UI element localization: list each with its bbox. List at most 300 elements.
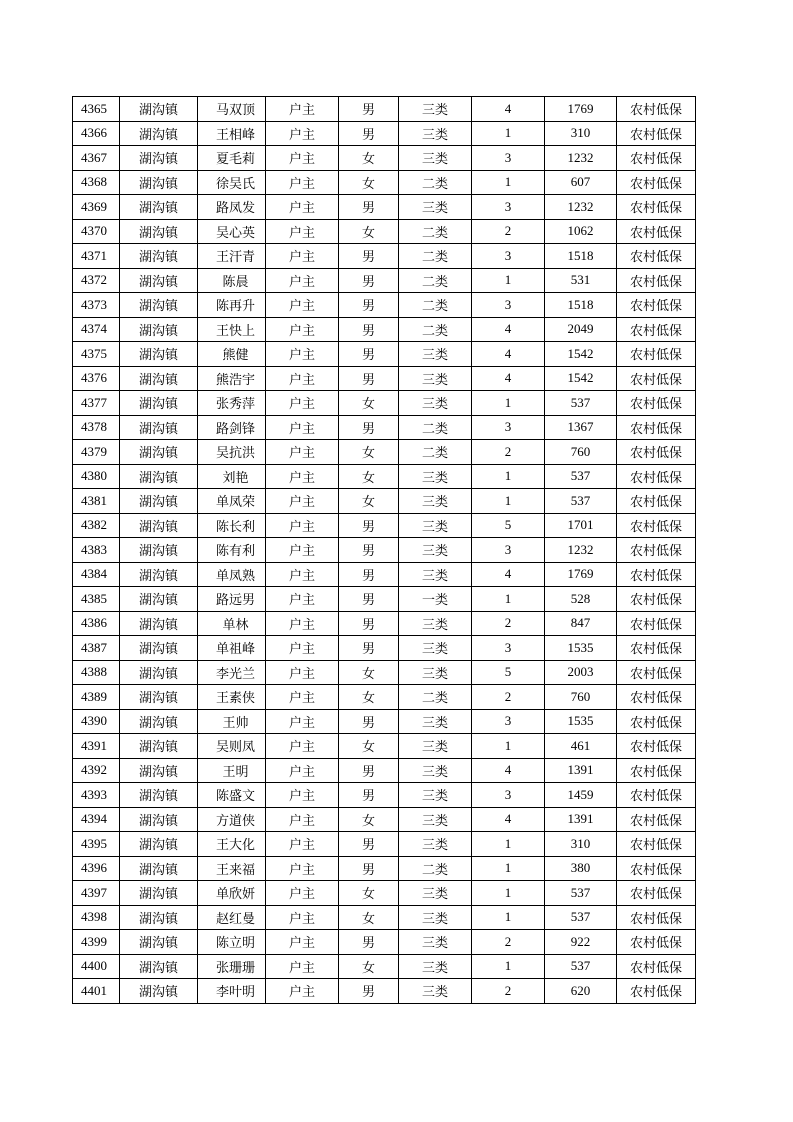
town-cell: 湖沟镇 bbox=[120, 807, 198, 832]
relation-cell: 户主 bbox=[266, 219, 339, 244]
assistance-type-cell: 农村低保 bbox=[617, 219, 696, 244]
gender-cell: 女 bbox=[339, 219, 399, 244]
amount-cell: 1701 bbox=[545, 513, 617, 538]
table-row bbox=[73, 317, 696, 342]
category-cell: 三类 bbox=[399, 121, 472, 146]
gender-cell: 男 bbox=[339, 538, 399, 563]
name-cell: 夏毛莉 bbox=[198, 146, 266, 171]
relation-cell: 户主 bbox=[266, 268, 339, 293]
category-cell: 三类 bbox=[399, 195, 472, 220]
amount-cell: 1367 bbox=[545, 415, 617, 440]
gender-cell: 男 bbox=[339, 636, 399, 661]
relation-cell: 户主 bbox=[266, 930, 339, 955]
household-size-cell: 3 bbox=[472, 709, 545, 734]
name-cell: 熊健 bbox=[198, 342, 266, 367]
amount-cell: 380 bbox=[545, 856, 617, 881]
table-row bbox=[73, 685, 696, 710]
record-number-cell: 4386 bbox=[73, 611, 120, 636]
gender-cell: 男 bbox=[339, 366, 399, 391]
category-cell: 三类 bbox=[399, 464, 472, 489]
relation-cell: 户主 bbox=[266, 881, 339, 906]
assistance-type-cell: 农村低保 bbox=[617, 244, 696, 269]
record-number-cell: 4365 bbox=[73, 97, 120, 122]
amount-cell: 1769 bbox=[545, 97, 617, 122]
gender-cell: 男 bbox=[339, 415, 399, 440]
household-size-cell: 3 bbox=[472, 415, 545, 440]
name-cell: 单凤荣 bbox=[198, 489, 266, 514]
assistance-type-cell: 农村低保 bbox=[617, 930, 696, 955]
town-cell: 湖沟镇 bbox=[120, 146, 198, 171]
relation-cell: 户主 bbox=[266, 317, 339, 342]
amount-cell: 760 bbox=[545, 685, 617, 710]
household-size-cell: 5 bbox=[472, 660, 545, 685]
assistance-type-cell: 农村低保 bbox=[617, 881, 696, 906]
relation-cell: 户主 bbox=[266, 195, 339, 220]
table-row bbox=[73, 391, 696, 416]
name-cell: 张秀萍 bbox=[198, 391, 266, 416]
assistance-type-cell: 农村低保 bbox=[617, 195, 696, 220]
table-row bbox=[73, 856, 696, 881]
name-cell: 单祖峰 bbox=[198, 636, 266, 661]
category-cell: 二类 bbox=[399, 856, 472, 881]
relation-cell: 户主 bbox=[266, 170, 339, 195]
amount-cell: 1391 bbox=[545, 758, 617, 783]
assistance-type-cell: 农村低保 bbox=[617, 342, 696, 367]
assistance-type-cell: 农村低保 bbox=[617, 562, 696, 587]
assistance-type-cell: 农村低保 bbox=[617, 807, 696, 832]
relation-cell: 户主 bbox=[266, 391, 339, 416]
town-cell: 湖沟镇 bbox=[120, 636, 198, 661]
amount-cell: 1535 bbox=[545, 636, 617, 661]
table-row bbox=[73, 660, 696, 685]
relation-cell: 户主 bbox=[266, 856, 339, 881]
record-number-cell: 4392 bbox=[73, 758, 120, 783]
relation-cell: 户主 bbox=[266, 121, 339, 146]
record-number-cell: 4370 bbox=[73, 219, 120, 244]
assistance-type-cell: 农村低保 bbox=[617, 464, 696, 489]
name-cell: 吴抗洪 bbox=[198, 440, 266, 465]
household-size-cell: 4 bbox=[472, 97, 545, 122]
household-size-cell: 2 bbox=[472, 219, 545, 244]
category-cell: 三类 bbox=[399, 562, 472, 587]
category-cell: 三类 bbox=[399, 366, 472, 391]
household-size-cell: 1 bbox=[472, 881, 545, 906]
relation-cell: 户主 bbox=[266, 342, 339, 367]
table-row bbox=[73, 783, 696, 808]
table-row bbox=[73, 636, 696, 661]
household-size-cell: 3 bbox=[472, 293, 545, 318]
gender-cell: 男 bbox=[339, 293, 399, 318]
amount-cell: 2049 bbox=[545, 317, 617, 342]
table-row bbox=[73, 97, 696, 122]
assistance-type-cell: 农村低保 bbox=[617, 832, 696, 857]
record-number-cell: 4400 bbox=[73, 954, 120, 979]
town-cell: 湖沟镇 bbox=[120, 440, 198, 465]
table-row bbox=[73, 611, 696, 636]
gender-cell: 女 bbox=[339, 489, 399, 514]
amount-cell: 461 bbox=[545, 734, 617, 759]
amount-cell: 531 bbox=[545, 268, 617, 293]
household-size-cell: 1 bbox=[472, 905, 545, 930]
name-cell: 王快上 bbox=[198, 317, 266, 342]
town-cell: 湖沟镇 bbox=[120, 832, 198, 857]
record-number-cell: 4380 bbox=[73, 464, 120, 489]
town-cell: 湖沟镇 bbox=[120, 758, 198, 783]
table-row bbox=[73, 219, 696, 244]
category-cell: 三类 bbox=[399, 636, 472, 661]
record-number-cell: 4383 bbox=[73, 538, 120, 563]
record-number-cell: 4395 bbox=[73, 832, 120, 857]
name-cell: 李叶明 bbox=[198, 979, 266, 1004]
assistance-type-cell: 农村低保 bbox=[617, 391, 696, 416]
assistance-type-cell: 农村低保 bbox=[617, 97, 696, 122]
gender-cell: 男 bbox=[339, 832, 399, 857]
name-cell: 陈再升 bbox=[198, 293, 266, 318]
gender-cell: 男 bbox=[339, 97, 399, 122]
amount-cell: 922 bbox=[545, 930, 617, 955]
amount-cell: 1232 bbox=[545, 538, 617, 563]
record-number-cell: 4390 bbox=[73, 709, 120, 734]
record-number-cell: 4379 bbox=[73, 440, 120, 465]
category-cell: 二类 bbox=[399, 244, 472, 269]
relation-cell: 户主 bbox=[266, 97, 339, 122]
record-number-cell: 4385 bbox=[73, 587, 120, 612]
name-cell: 单欣妍 bbox=[198, 881, 266, 906]
household-size-cell: 1 bbox=[472, 734, 545, 759]
gender-cell: 女 bbox=[339, 685, 399, 710]
name-cell: 王相峰 bbox=[198, 121, 266, 146]
category-cell: 二类 bbox=[399, 415, 472, 440]
household-size-cell: 3 bbox=[472, 538, 545, 563]
record-number-cell: 4398 bbox=[73, 905, 120, 930]
gender-cell: 女 bbox=[339, 391, 399, 416]
amount-cell: 310 bbox=[545, 121, 617, 146]
table-row bbox=[73, 121, 696, 146]
amount-cell: 1542 bbox=[545, 366, 617, 391]
relation-cell: 户主 bbox=[266, 464, 339, 489]
town-cell: 湖沟镇 bbox=[120, 685, 198, 710]
household-size-cell: 3 bbox=[472, 146, 545, 171]
record-number-cell: 4375 bbox=[73, 342, 120, 367]
table-row bbox=[73, 489, 696, 514]
assistance-type-cell: 农村低保 bbox=[617, 783, 696, 808]
table-body bbox=[73, 97, 696, 1004]
name-cell: 王来福 bbox=[198, 856, 266, 881]
relation-cell: 户主 bbox=[266, 636, 339, 661]
relation-cell: 户主 bbox=[266, 783, 339, 808]
record-number-cell: 4366 bbox=[73, 121, 120, 146]
name-cell: 路剑锋 bbox=[198, 415, 266, 440]
record-number-cell: 4382 bbox=[73, 513, 120, 538]
gender-cell: 女 bbox=[339, 660, 399, 685]
table-row bbox=[73, 464, 696, 489]
gender-cell: 女 bbox=[339, 146, 399, 171]
amount-cell: 2003 bbox=[545, 660, 617, 685]
relation-cell: 户主 bbox=[266, 489, 339, 514]
record-number-cell: 4394 bbox=[73, 807, 120, 832]
gender-cell: 男 bbox=[339, 244, 399, 269]
name-cell: 路凤发 bbox=[198, 195, 266, 220]
table-row bbox=[73, 146, 696, 171]
relation-cell: 户主 bbox=[266, 562, 339, 587]
assistance-type-cell: 农村低保 bbox=[617, 366, 696, 391]
table-row bbox=[73, 562, 696, 587]
category-cell: 三类 bbox=[399, 611, 472, 636]
amount-cell: 1459 bbox=[545, 783, 617, 808]
town-cell: 湖沟镇 bbox=[120, 905, 198, 930]
category-cell: 三类 bbox=[399, 342, 472, 367]
record-number-cell: 4389 bbox=[73, 685, 120, 710]
name-cell: 吴心英 bbox=[198, 219, 266, 244]
name-cell: 吴则凤 bbox=[198, 734, 266, 759]
gender-cell: 女 bbox=[339, 807, 399, 832]
name-cell: 王帅 bbox=[198, 709, 266, 734]
name-cell: 陈有利 bbox=[198, 538, 266, 563]
assistance-type-cell: 农村低保 bbox=[617, 170, 696, 195]
town-cell: 湖沟镇 bbox=[120, 587, 198, 612]
amount-cell: 1542 bbox=[545, 342, 617, 367]
table-row bbox=[73, 244, 696, 269]
town-cell: 湖沟镇 bbox=[120, 342, 198, 367]
assistance-type-cell: 农村低保 bbox=[617, 513, 696, 538]
assistance-type-cell: 农村低保 bbox=[617, 611, 696, 636]
household-size-cell: 2 bbox=[472, 440, 545, 465]
town-cell: 湖沟镇 bbox=[120, 513, 198, 538]
amount-cell: 847 bbox=[545, 611, 617, 636]
household-size-cell: 5 bbox=[472, 513, 545, 538]
record-number-cell: 4384 bbox=[73, 562, 120, 587]
record-number-cell: 4401 bbox=[73, 979, 120, 1004]
assistance-type-cell: 农村低保 bbox=[617, 685, 696, 710]
household-size-cell: 1 bbox=[472, 268, 545, 293]
town-cell: 湖沟镇 bbox=[120, 391, 198, 416]
table-row bbox=[73, 440, 696, 465]
town-cell: 湖沟镇 bbox=[120, 268, 198, 293]
household-size-cell: 1 bbox=[472, 464, 545, 489]
record-number-cell: 4381 bbox=[73, 489, 120, 514]
gender-cell: 男 bbox=[339, 513, 399, 538]
town-cell: 湖沟镇 bbox=[120, 538, 198, 563]
category-cell: 三类 bbox=[399, 930, 472, 955]
assistance-type-cell: 农村低保 bbox=[617, 734, 696, 759]
household-size-cell: 3 bbox=[472, 636, 545, 661]
name-cell: 陈盛文 bbox=[198, 783, 266, 808]
table-row bbox=[73, 979, 696, 1004]
household-size-cell: 2 bbox=[472, 979, 545, 1004]
category-cell: 三类 bbox=[399, 391, 472, 416]
gender-cell: 男 bbox=[339, 342, 399, 367]
name-cell: 马双顶 bbox=[198, 97, 266, 122]
record-number-cell: 4391 bbox=[73, 734, 120, 759]
relation-cell: 户主 bbox=[266, 440, 339, 465]
assistance-type-cell: 农村低保 bbox=[617, 146, 696, 171]
assistance-type-cell: 农村低保 bbox=[617, 660, 696, 685]
assistance-type-cell: 农村低保 bbox=[617, 979, 696, 1004]
gender-cell: 男 bbox=[339, 979, 399, 1004]
assistance-type-cell: 农村低保 bbox=[617, 636, 696, 661]
category-cell: 三类 bbox=[399, 783, 472, 808]
gender-cell: 女 bbox=[339, 734, 399, 759]
category-cell: 三类 bbox=[399, 881, 472, 906]
record-number-cell: 4397 bbox=[73, 881, 120, 906]
name-cell: 王明 bbox=[198, 758, 266, 783]
benefit-table bbox=[72, 96, 696, 1004]
category-cell: 三类 bbox=[399, 146, 472, 171]
name-cell: 陈立明 bbox=[198, 930, 266, 955]
assistance-type-cell: 农村低保 bbox=[617, 905, 696, 930]
relation-cell: 户主 bbox=[266, 807, 339, 832]
household-size-cell: 4 bbox=[472, 366, 545, 391]
household-size-cell: 1 bbox=[472, 170, 545, 195]
relation-cell: 户主 bbox=[266, 954, 339, 979]
town-cell: 湖沟镇 bbox=[120, 293, 198, 318]
amount-cell: 1232 bbox=[545, 195, 617, 220]
name-cell: 赵红曼 bbox=[198, 905, 266, 930]
town-cell: 湖沟镇 bbox=[120, 121, 198, 146]
category-cell: 三类 bbox=[399, 538, 472, 563]
record-number-cell: 4372 bbox=[73, 268, 120, 293]
gender-cell: 男 bbox=[339, 587, 399, 612]
town-cell: 湖沟镇 bbox=[120, 856, 198, 881]
assistance-type-cell: 农村低保 bbox=[617, 121, 696, 146]
relation-cell: 户主 bbox=[266, 734, 339, 759]
record-number-cell: 4377 bbox=[73, 391, 120, 416]
amount-cell: 537 bbox=[545, 391, 617, 416]
gender-cell: 女 bbox=[339, 440, 399, 465]
name-cell: 熊浩宇 bbox=[198, 366, 266, 391]
category-cell: 三类 bbox=[399, 979, 472, 1004]
relation-cell: 户主 bbox=[266, 905, 339, 930]
amount-cell: 537 bbox=[545, 905, 617, 930]
amount-cell: 1518 bbox=[545, 293, 617, 318]
household-size-cell: 4 bbox=[472, 562, 545, 587]
category-cell: 三类 bbox=[399, 489, 472, 514]
amount-cell: 310 bbox=[545, 832, 617, 857]
name-cell: 刘艳 bbox=[198, 464, 266, 489]
gender-cell: 男 bbox=[339, 562, 399, 587]
household-size-cell: 4 bbox=[472, 807, 545, 832]
relation-cell: 户主 bbox=[266, 366, 339, 391]
record-number-cell: 4367 bbox=[73, 146, 120, 171]
household-size-cell: 1 bbox=[472, 489, 545, 514]
household-size-cell: 4 bbox=[472, 342, 545, 367]
assistance-type-cell: 农村低保 bbox=[617, 440, 696, 465]
record-number-cell: 4387 bbox=[73, 636, 120, 661]
table-row bbox=[73, 366, 696, 391]
gender-cell: 男 bbox=[339, 930, 399, 955]
household-size-cell: 2 bbox=[472, 930, 545, 955]
table-row bbox=[73, 832, 696, 857]
assistance-type-cell: 农村低保 bbox=[617, 954, 696, 979]
gender-cell: 男 bbox=[339, 783, 399, 808]
town-cell: 湖沟镇 bbox=[120, 366, 198, 391]
assistance-type-cell: 农村低保 bbox=[617, 489, 696, 514]
town-cell: 湖沟镇 bbox=[120, 464, 198, 489]
relation-cell: 户主 bbox=[266, 146, 339, 171]
town-cell: 湖沟镇 bbox=[120, 611, 198, 636]
category-cell: 三类 bbox=[399, 513, 472, 538]
gender-cell: 男 bbox=[339, 611, 399, 636]
table-row bbox=[73, 293, 696, 318]
category-cell: 三类 bbox=[399, 97, 472, 122]
table-row bbox=[73, 195, 696, 220]
table-row bbox=[73, 538, 696, 563]
household-size-cell: 1 bbox=[472, 587, 545, 612]
category-cell: 三类 bbox=[399, 807, 472, 832]
household-size-cell: 1 bbox=[472, 391, 545, 416]
relation-cell: 户主 bbox=[266, 660, 339, 685]
household-size-cell: 2 bbox=[472, 611, 545, 636]
town-cell: 湖沟镇 bbox=[120, 709, 198, 734]
amount-cell: 607 bbox=[545, 170, 617, 195]
town-cell: 湖沟镇 bbox=[120, 415, 198, 440]
town-cell: 湖沟镇 bbox=[120, 244, 198, 269]
town-cell: 湖沟镇 bbox=[120, 930, 198, 955]
relation-cell: 户主 bbox=[266, 979, 339, 1004]
relation-cell: 户主 bbox=[266, 832, 339, 857]
relation-cell: 户主 bbox=[266, 538, 339, 563]
category-cell: 二类 bbox=[399, 219, 472, 244]
household-size-cell: 1 bbox=[472, 832, 545, 857]
relation-cell: 户主 bbox=[266, 709, 339, 734]
record-number-cell: 4368 bbox=[73, 170, 120, 195]
assistance-type-cell: 农村低保 bbox=[617, 538, 696, 563]
category-cell: 二类 bbox=[399, 317, 472, 342]
name-cell: 陈晨 bbox=[198, 268, 266, 293]
name-cell: 李光兰 bbox=[198, 660, 266, 685]
amount-cell: 1062 bbox=[545, 219, 617, 244]
assistance-type-cell: 农村低保 bbox=[617, 709, 696, 734]
record-number-cell: 4388 bbox=[73, 660, 120, 685]
town-cell: 湖沟镇 bbox=[120, 562, 198, 587]
amount-cell: 760 bbox=[545, 440, 617, 465]
household-size-cell: 4 bbox=[472, 758, 545, 783]
town-cell: 湖沟镇 bbox=[120, 881, 198, 906]
table-row bbox=[73, 170, 696, 195]
record-number-cell: 4376 bbox=[73, 366, 120, 391]
record-number-cell: 4369 bbox=[73, 195, 120, 220]
amount-cell: 1232 bbox=[545, 146, 617, 171]
town-cell: 湖沟镇 bbox=[120, 979, 198, 1004]
relation-cell: 户主 bbox=[266, 587, 339, 612]
amount-cell: 537 bbox=[545, 881, 617, 906]
household-size-cell: 4 bbox=[472, 317, 545, 342]
relation-cell: 户主 bbox=[266, 758, 339, 783]
town-cell: 湖沟镇 bbox=[120, 489, 198, 514]
assistance-type-cell: 农村低保 bbox=[617, 856, 696, 881]
household-size-cell: 2 bbox=[472, 685, 545, 710]
household-size-cell: 1 bbox=[472, 856, 545, 881]
category-cell: 三类 bbox=[399, 832, 472, 857]
name-cell: 徐吴氏 bbox=[198, 170, 266, 195]
name-cell: 路远男 bbox=[198, 587, 266, 612]
name-cell: 单凤熟 bbox=[198, 562, 266, 587]
town-cell: 湖沟镇 bbox=[120, 660, 198, 685]
household-size-cell: 1 bbox=[472, 954, 545, 979]
town-cell: 湖沟镇 bbox=[120, 783, 198, 808]
assistance-type-cell: 农村低保 bbox=[617, 587, 696, 612]
household-size-cell: 3 bbox=[472, 244, 545, 269]
category-cell: 三类 bbox=[399, 954, 472, 979]
table-row bbox=[73, 807, 696, 832]
record-number-cell: 4396 bbox=[73, 856, 120, 881]
relation-cell: 户主 bbox=[266, 513, 339, 538]
table-row bbox=[73, 709, 696, 734]
amount-cell: 537 bbox=[545, 954, 617, 979]
record-number-cell: 4371 bbox=[73, 244, 120, 269]
category-cell: 二类 bbox=[399, 268, 472, 293]
table-row bbox=[73, 587, 696, 612]
